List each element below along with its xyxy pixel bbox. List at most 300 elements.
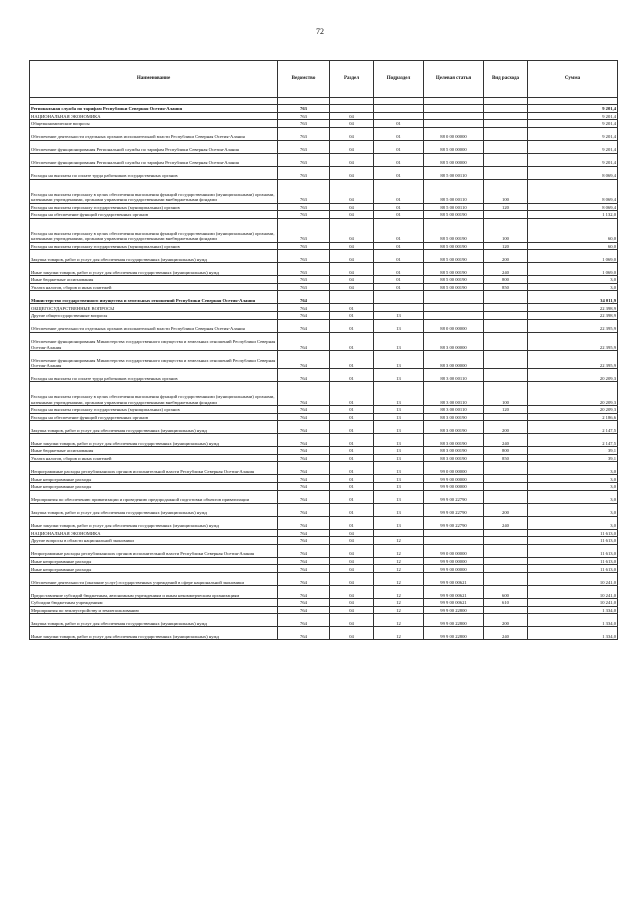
cell-razdel: 04 (330, 283, 374, 291)
cell-expense-type (484, 350, 528, 368)
cell-razdel: 04 (330, 599, 374, 607)
budget-table (29, 60, 618, 640)
table-row (30, 503, 618, 516)
cell-name: Закупка товаров, работ и услуг для обеспечения государственных (муниципальных) нужд (30, 614, 278, 627)
cell-name: Закупка товаров, работ и услуг для обеспечения государственных (муниципальных) нужд (30, 250, 278, 263)
table-row (30, 140, 618, 153)
cell-amount: 2 186,6 (528, 413, 618, 421)
cell-razdel: 01 (330, 421, 374, 434)
cell-podrazdel: 13 (374, 503, 424, 516)
cell-target: 88 3 00 00000 (424, 332, 484, 350)
cell-expense-type: 240 (484, 627, 528, 640)
table-row (30, 447, 618, 455)
cell-razdel: 01 (330, 406, 374, 414)
cell-name: Обеспечение деятельности отдельных органов исполнительной власти Республики Северная Осетия-Алания (30, 319, 278, 332)
cell-amount: 39,1 (528, 454, 618, 462)
cell-target: 88 5 00 00190 (424, 250, 484, 263)
cell-name: Обеспечение функционирования Министерства государственного имущества и земельных отношений Республики Северная Осетия-Алания (30, 350, 278, 368)
cell-podrazdel: 01 (374, 153, 424, 166)
cell-target: 88 5 00 00110 (424, 203, 484, 211)
cell-vedomstvo: 764 (278, 332, 330, 350)
cell-vedomstvo: 764 (278, 406, 330, 414)
cell-name: Обеспечение функционирования Министерства государственного имущества и земельных отношений Республики Северная Осетия-Алания (30, 332, 278, 350)
cell-name: Расходы на выплаты по оплате труда работников государственных органов (30, 369, 278, 382)
cell-vedomstvo: 764 (278, 369, 330, 382)
cell-podrazdel: 12 (374, 627, 424, 640)
cell-expense-type (484, 127, 528, 140)
cell-amount: 20 209,3 (528, 406, 618, 414)
cell-expense-type: 850 (484, 454, 528, 462)
cell-razdel: 04 (330, 586, 374, 599)
cell-expense-type (484, 166, 528, 179)
cell-podrazdel: 13 (374, 434, 424, 447)
cell-razdel: 01 (330, 490, 374, 503)
cell-razdel: 01 (330, 434, 374, 447)
table-row (30, 544, 618, 557)
cell-target (424, 304, 484, 312)
table-row (30, 263, 618, 276)
table-row (30, 319, 618, 332)
table-row (30, 304, 618, 312)
table-row (30, 291, 618, 304)
cell-expense-type: 240 (484, 263, 528, 276)
table-row (30, 406, 618, 414)
cell-target: 88 3 00 00000 (424, 350, 484, 368)
cell-podrazdel: 13 (374, 319, 424, 332)
cell-name: Непрограммные расходы республиканских органов исполнительной власти Республики Северная Осетия-Алания (30, 544, 278, 557)
cell-amount: 2 147,5 (528, 434, 618, 447)
cell-vedomstvo: 764 (278, 304, 330, 312)
cell-razdel: 04 (330, 112, 374, 120)
cell-razdel: 04 (330, 140, 374, 153)
cell-vedomstvo: 764 (278, 382, 330, 406)
cell-expense-type: 610 (484, 599, 528, 607)
cell-razdel: 04 (330, 242, 374, 250)
cell-podrazdel: 01 (374, 218, 424, 242)
cell-target (424, 537, 484, 545)
cell-name: Иные закупки товаров, работ и услуг для обеспечения государственных (муниципальных) нужд (30, 516, 278, 529)
table-row (30, 127, 618, 140)
cell-vedomstvo: 764 (278, 475, 330, 483)
cell-vedomstvo: 764 (278, 490, 330, 503)
cell-target: 88 3 00 00190 (424, 421, 484, 434)
cell-amount: 10 241,0 (528, 586, 618, 599)
table-row (30, 283, 618, 291)
cell-vedomstvo: 764 (278, 537, 330, 545)
cell-razdel: 04 (330, 573, 374, 586)
cell-podrazdel: 01 (374, 250, 424, 263)
table-row (30, 120, 618, 128)
cell-razdel: 04 (330, 166, 374, 179)
cell-expense-type (484, 529, 528, 537)
table-row (30, 516, 618, 529)
cell-amount: 11 613,0 (528, 529, 618, 537)
cell-expense-type (484, 120, 528, 128)
cell-razdel: 01 (330, 382, 374, 406)
cell-vedomstvo: 764 (278, 483, 330, 491)
cell-podrazdel: 13 (374, 382, 424, 406)
cell-expense-type: 200 (484, 503, 528, 516)
table-row (30, 462, 618, 475)
cell-podrazdel (374, 105, 424, 113)
column-header: Наименование (30, 61, 278, 98)
cell-amount: 8 069,4 (528, 166, 618, 179)
cell-expense-type (484, 413, 528, 421)
cell-amount: 10 241,0 (528, 573, 618, 586)
cell-podrazdel: 13 (374, 311, 424, 319)
cell-razdel: 04 (330, 529, 374, 537)
cell-podrazdel: 13 (374, 490, 424, 503)
cell-name: Предоставление субсидий бюджетным, автономным учреждениям и иным некоммерческим организациям (30, 586, 278, 599)
cell-razdel: 01 (330, 332, 374, 350)
cell-podrazdel: 12 (374, 614, 424, 627)
table-row (30, 203, 618, 211)
cell-target: 99 9 00 22790 (424, 503, 484, 516)
table-body (30, 98, 618, 640)
cell-vedomstvo: 764 (278, 557, 330, 565)
cell-expense-type: 120 (484, 406, 528, 414)
cell-amount: 22 395,9 (528, 332, 618, 350)
cell-vedomstvo: 764 (278, 421, 330, 434)
cell-amount: 3,0 (528, 503, 618, 516)
cell-razdel: 04 (330, 203, 374, 211)
cell-amount: 1 132,0 (528, 211, 618, 219)
cell-amount: 9 201,4 (528, 112, 618, 120)
cell-name: Иные непрограммные расходы (30, 565, 278, 573)
table-row (30, 421, 618, 434)
cell-razdel (330, 291, 374, 304)
cell-target: 99 9 00 00621 (424, 586, 484, 599)
cell-expense-type: 800 (484, 276, 528, 284)
cell-target: 99 9 00 00000 (424, 565, 484, 573)
cell-target: 88 5 00 00110 (424, 179, 484, 203)
cell-expense-type: 240 (484, 434, 528, 447)
cell-target: 88 5 00 00000 (424, 153, 484, 166)
column-header: Целевая статья (424, 61, 484, 98)
cell-amount: 60,0 (528, 218, 618, 242)
cell-razdel: 04 (330, 565, 374, 573)
cell-expense-type: 120 (484, 203, 528, 211)
cell-expense-type (484, 319, 528, 332)
cell-amount: 3,0 (528, 516, 618, 529)
cell-amount: 9 201,4 (528, 153, 618, 166)
cell-expense-type (484, 537, 528, 545)
cell-razdel: 01 (330, 311, 374, 319)
cell-target: 99 0 00 00000 (424, 462, 484, 475)
cell-podrazdel: 12 (374, 544, 424, 557)
cell-podrazdel: 13 (374, 332, 424, 350)
cell-name: Другие общегосударственные вопросы (30, 311, 278, 319)
cell-target: 99 9 00 22790 (424, 490, 484, 503)
cell-expense-type: 200 (484, 614, 528, 627)
cell-amount: 22 395,9 (528, 350, 618, 368)
cell-expense-type: 200 (484, 250, 528, 263)
cell-podrazdel: 01 (374, 276, 424, 284)
cell-target: 88 3 00 00190 (424, 454, 484, 462)
cell-expense-type (484, 140, 528, 153)
table-row (30, 599, 618, 607)
cell-amount: 20 209,3 (528, 369, 618, 382)
cell-razdel: 04 (330, 179, 374, 203)
cell-podrazdel: 01 (374, 179, 424, 203)
cell-vedomstvo: 763 (278, 211, 330, 219)
cell-target: 99 9 00 00000 (424, 483, 484, 491)
table-row (30, 606, 618, 614)
cell-podrazdel: 13 (374, 462, 424, 475)
cell-target (424, 311, 484, 319)
cell-razdel: 01 (330, 454, 374, 462)
cell-podrazdel: 13 (374, 447, 424, 455)
table-row (30, 586, 618, 599)
cell-podrazdel: 12 (374, 557, 424, 565)
cell-razdel: 01 (330, 516, 374, 529)
cell-vedomstvo: 764 (278, 503, 330, 516)
cell-target: 99 0 00 00000 (424, 544, 484, 557)
cell-razdel: 01 (330, 304, 374, 312)
cell-vedomstvo: 764 (278, 599, 330, 607)
cell-amount: 3,0 (528, 283, 618, 291)
cell-razdel: 01 (330, 319, 374, 332)
cell-amount: 3,0 (528, 276, 618, 284)
cell-expense-type (484, 544, 528, 557)
cell-target: 88 3 00 00110 (424, 382, 484, 406)
cell-target: 99 9 00 22800 (424, 627, 484, 640)
cell-podrazdel: 12 (374, 599, 424, 607)
cell-target (424, 105, 484, 113)
cell-name: Иные непрограммные расходы (30, 475, 278, 483)
cell-amount: 9 201,4 (528, 140, 618, 153)
cell-expense-type (484, 462, 528, 475)
cell-vedomstvo: 764 (278, 350, 330, 368)
cell-amount: 11 613,0 (528, 537, 618, 545)
cell-razdel: 01 (330, 475, 374, 483)
table-row (30, 276, 618, 284)
cell-podrazdel (374, 529, 424, 537)
cell-amount: 1 069,0 (528, 263, 618, 276)
cell-target (424, 112, 484, 120)
cell-expense-type: 240 (484, 516, 528, 529)
cell-amount: 1 334,0 (528, 606, 618, 614)
cell-name: Обеспечение деятельности (оказание услуг) государственных учреждений в сфере национальной экономики (30, 573, 278, 586)
cell-expense-type: 100 (484, 218, 528, 242)
cell-name: Расходы на выплаты персоналу государственных (муниципальных) органов (30, 203, 278, 211)
cell-podrazdel: 13 (374, 421, 424, 434)
cell-vedomstvo: 763 (278, 179, 330, 203)
cell-target: 99 9 00 22800 (424, 614, 484, 627)
cell-expense-type (484, 490, 528, 503)
table-row (30, 454, 618, 462)
cell-vedomstvo: 763 (278, 203, 330, 211)
cell-target (424, 120, 484, 128)
cell-razdel: 01 (330, 447, 374, 455)
cell-expense-type (484, 475, 528, 483)
cell-target: 88 3 00 00190 (424, 413, 484, 421)
cell-vedomstvo: 763 (278, 166, 330, 179)
cell-amount: 1 334,0 (528, 627, 618, 640)
table-row (30, 434, 618, 447)
cell-podrazdel: 12 (374, 586, 424, 599)
cell-name: Уплата налогов, сборов и иных платежей (30, 283, 278, 291)
cell-razdel: 01 (330, 350, 374, 368)
column-header: Подраздел (374, 61, 424, 98)
table-row (30, 311, 618, 319)
cell-target: 88 3 00 00190 (424, 447, 484, 455)
cell-vedomstvo: 764 (278, 573, 330, 586)
cell-name: Иные бюджетные ассигнования (30, 447, 278, 455)
cell-amount: 10 241,0 (528, 599, 618, 607)
table-row (30, 529, 618, 537)
cell-vedomstvo: 764 (278, 614, 330, 627)
cell-vedomstvo: 764 (278, 413, 330, 421)
cell-name: Иные непрограммные расходы (30, 483, 278, 491)
table-row (30, 218, 618, 242)
cell-name: Мероприятия по землеустройству и землепользованию (30, 606, 278, 614)
cell-target: 99 9 00 00621 (424, 599, 484, 607)
cell-razdel: 01 (330, 503, 374, 516)
cell-expense-type (484, 153, 528, 166)
cell-target: 99 9 00 00621 (424, 573, 484, 586)
cell-vedomstvo: 763 (278, 127, 330, 140)
table-row (30, 565, 618, 573)
cell-podrazdel: 01 (374, 166, 424, 179)
cell-target: 88 5 00 00190 (424, 218, 484, 242)
cell-podrazdel: 01 (374, 203, 424, 211)
cell-vedomstvo: 764 (278, 454, 330, 462)
table-row (30, 537, 618, 545)
column-header: Ведомство (278, 61, 330, 98)
table-row (30, 382, 618, 406)
cell-name: Расходы на выплаты по оплате труда работников государственных органов (30, 166, 278, 179)
cell-podrazdel: 13 (374, 516, 424, 529)
cell-podrazdel: 01 (374, 211, 424, 219)
table-row (30, 242, 618, 250)
cell-target: 88 5 00 00190 (424, 283, 484, 291)
cell-amount: 1 069,0 (528, 250, 618, 263)
cell-amount: 9 201,4 (528, 120, 618, 128)
cell-podrazdel (374, 112, 424, 120)
column-header: Сумма (528, 61, 618, 98)
table-row (30, 105, 618, 113)
cell-expense-type (484, 557, 528, 565)
cell-expense-type (484, 565, 528, 573)
cell-target: 88 5 00 00190 (424, 211, 484, 219)
cell-razdel: 01 (330, 483, 374, 491)
table-row (30, 614, 618, 627)
cell-expense-type: 100 (484, 179, 528, 203)
cell-amount: 3,0 (528, 490, 618, 503)
cell-expense-type (484, 304, 528, 312)
cell-podrazdel: 12 (374, 573, 424, 586)
cell-razdel: 04 (330, 276, 374, 284)
cell-vedomstvo: 764 (278, 311, 330, 319)
cell-target: 99 9 00 00000 (424, 557, 484, 565)
cell-podrazdel: 01 (374, 242, 424, 250)
cell-vedomstvo: 764 (278, 516, 330, 529)
cell-razdel: 04 (330, 627, 374, 640)
cell-target (424, 529, 484, 537)
cell-vedomstvo: 764 (278, 291, 330, 304)
table-row (30, 153, 618, 166)
cell-expense-type (484, 105, 528, 113)
cell-expense-type (484, 311, 528, 319)
cell-name: Иные бюджетные ассигнования (30, 276, 278, 284)
cell-amount: 8 069,4 (528, 179, 618, 203)
table-row (30, 573, 618, 586)
cell-vedomstvo: 764 (278, 606, 330, 614)
cell-razdel: 04 (330, 544, 374, 557)
cell-podrazdel: 12 (374, 565, 424, 573)
cell-razdel (330, 105, 374, 113)
cell-name: Расходы на выплаты персоналу в целях обеспечения выполнения функций государственными (муниципальными) органами, казенными учреждениями, органами управления государственными внебюджетными фондами (30, 179, 278, 203)
cell-amount: 39,1 (528, 447, 618, 455)
cell-expense-type (484, 332, 528, 350)
cell-name: Закупка товаров, работ и услуг для обеспечения государственных (муниципальных) нужд (30, 421, 278, 434)
table-row (30, 179, 618, 203)
cell-vedomstvo: 763 (278, 242, 330, 250)
cell-podrazdel: 13 (374, 406, 424, 414)
cell-name: Расходы на выплаты персоналу государственных (муниципальных) органов (30, 406, 278, 414)
cell-amount: 22 398,9 (528, 311, 618, 319)
cell-razdel: 04 (330, 120, 374, 128)
cell-razdel: 04 (330, 211, 374, 219)
cell-razdel: 04 (330, 263, 374, 276)
cell-expense-type: 800 (484, 447, 528, 455)
cell-podrazdel (374, 304, 424, 312)
cell-razdel: 04 (330, 614, 374, 627)
cell-name: Другие вопросы в области национальной экономики (30, 537, 278, 545)
cell-target: 88 5 00 00190 (424, 263, 484, 276)
cell-target (424, 291, 484, 304)
cell-target: 88 3 00 00110 (424, 406, 484, 414)
cell-target: 88 5 00 00000 (424, 140, 484, 153)
cell-expense-type: 120 (484, 242, 528, 250)
cell-name: Обеспечение функционирования Региональной службы по тарифам Республики Северная Осетия-Алания (30, 153, 278, 166)
cell-target: 88 3 00 00190 (424, 434, 484, 447)
cell-name: Расходы на обеспечение функций государственных органов (30, 211, 278, 219)
cell-vedomstvo: 763 (278, 112, 330, 120)
cell-podrazdel: 12 (374, 606, 424, 614)
cell-expense-type (484, 369, 528, 382)
table-header-row (30, 61, 618, 98)
column-header: Раздел (330, 61, 374, 98)
cell-name: Расходы на выплаты персоналу в целях обеспечения выполнения функций государственными (муниципальными) органами, казенными учреждениями, органами управления государственными внебюджетными фондами (30, 218, 278, 242)
cell-razdel: 04 (330, 537, 374, 545)
cell-razdel: 01 (330, 369, 374, 382)
table-row (30, 166, 618, 179)
cell-vedomstvo: 763 (278, 153, 330, 166)
cell-vedomstvo: 763 (278, 140, 330, 153)
cell-target: 88 0 00 00000 (424, 319, 484, 332)
cell-name: Региональная служба по тарифам Республики Северная Осетия-Алания (30, 105, 278, 113)
cell-razdel: 04 (330, 606, 374, 614)
cell-amount: 11 613,0 (528, 557, 618, 565)
cell-name: НАЦИОНАЛЬНАЯ ЭКОНОМИКА (30, 529, 278, 537)
cell-vedomstvo: 764 (278, 565, 330, 573)
cell-vedomstvo: 763 (278, 218, 330, 242)
cell-vedomstvo: 764 (278, 462, 330, 475)
cell-amount: 3,0 (528, 483, 618, 491)
cell-name: Иные закупки товаров, работ и услуг для обеспечения государственных (муниципальных) нужд (30, 434, 278, 447)
table-row (30, 490, 618, 503)
cell-razdel: 01 (330, 462, 374, 475)
cell-target: 88 0 00 00000 (424, 127, 484, 140)
cell-expense-type: 100 (484, 382, 528, 406)
cell-name: Непрограммные расходы республиканских органов исполнительной власти Республики Северная Осетия-Алания (30, 462, 278, 475)
cell-podrazdel: 12 (374, 537, 424, 545)
cell-razdel: 04 (330, 218, 374, 242)
cell-podrazdel: 01 (374, 120, 424, 128)
cell-expense-type (484, 573, 528, 586)
